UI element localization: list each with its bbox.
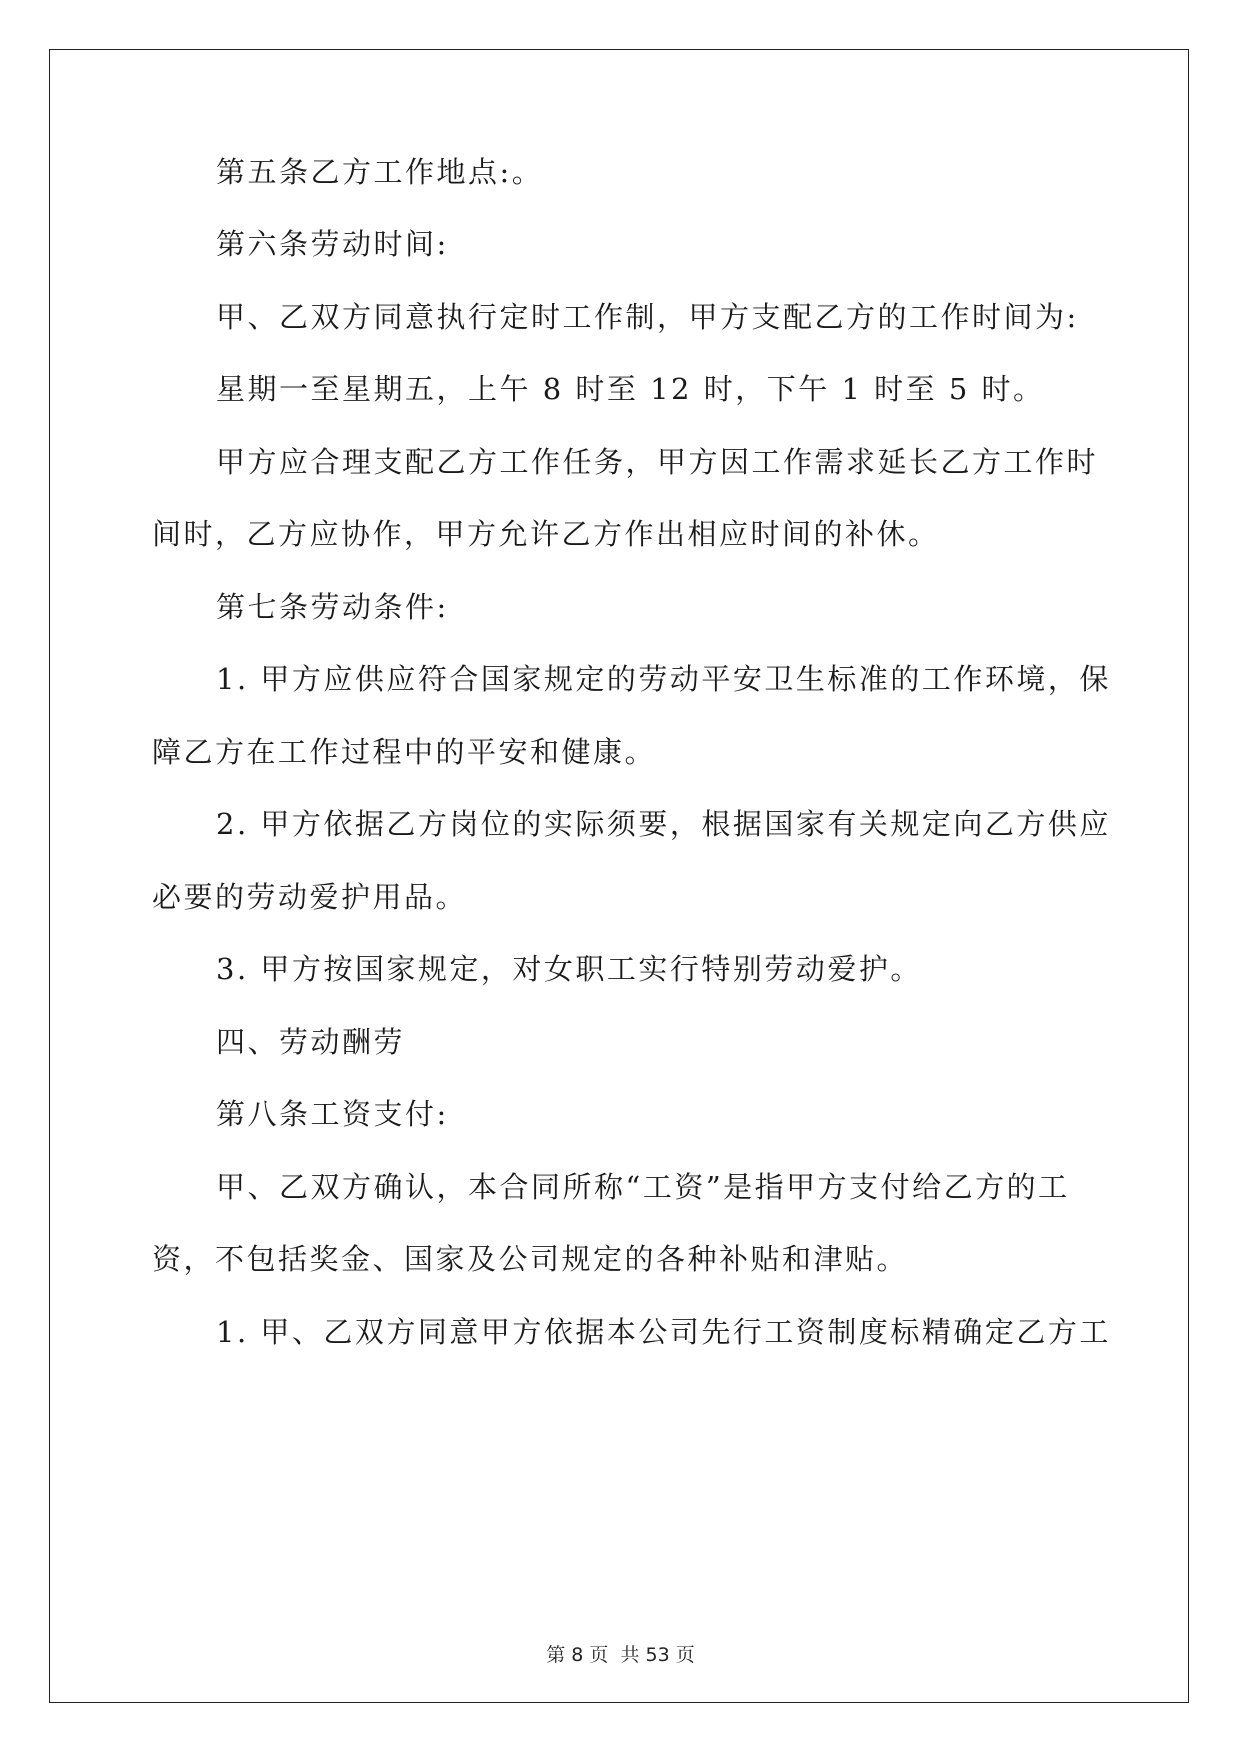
paragraph-line: 资，不包括奖金、国家及公司规定的各种补贴和津贴。 <box>152 1242 909 1276</box>
current-page-label: 第 8 页 <box>546 1644 609 1666</box>
paragraph-line: 甲、乙双方确认，本合同所称“工资”是指甲方支付给乙方的工 <box>216 1170 1070 1204</box>
page-footer <box>0 1640 1241 1667</box>
paragraph-line: 第五条乙方工作地点:。 <box>216 155 544 189</box>
paragraph-line: 障乙方在工作过程中的平安和健康。 <box>152 735 657 769</box>
paragraph-line: 2. 甲方依据乙方岗位的实际须要，根据国家有关规定向乙方供应 <box>216 807 1111 841</box>
paragraph-line: 甲方应合理支配乙方工作任务，甲方因工作需求延长乙方工作时 <box>216 445 1099 479</box>
paragraph-line: 第六条劳动时间: <box>216 227 449 261</box>
paragraph-line: 间时，乙方应协作，甲方允许乙方作出相应时间的补休。 <box>152 517 940 551</box>
total-pages-label: 共 53 页 <box>620 1644 695 1666</box>
paragraph-line: 3. 甲方按国家规定，对女职工实行特别劳动爱护。 <box>216 952 922 986</box>
section-heading: 四、劳动酬劳 <box>216 1025 406 1059</box>
paragraph-line: 必要的劳动爱护用品。 <box>152 880 468 914</box>
paragraph-line: 第七条劳动条件: <box>216 590 449 624</box>
paragraph-line: 甲、乙双方同意执行定时工作制，甲方支配乙方的工作时间为: <box>216 300 1079 334</box>
paragraph-line: 1. 甲、乙双方同意甲方依据本公司先行工资制度标精确定乙方工 <box>216 1315 1111 1349</box>
paragraph-line: 1. 甲方应供应符合国家规定的劳动平安卫生标准的工作环境，保 <box>216 662 1111 696</box>
paragraph-line: 星期一至星期五，上午 8 时至 12 时，下午 1 时至 5 时。 <box>216 372 1045 406</box>
paragraph-line: 第八条工资支付: <box>216 1097 449 1131</box>
